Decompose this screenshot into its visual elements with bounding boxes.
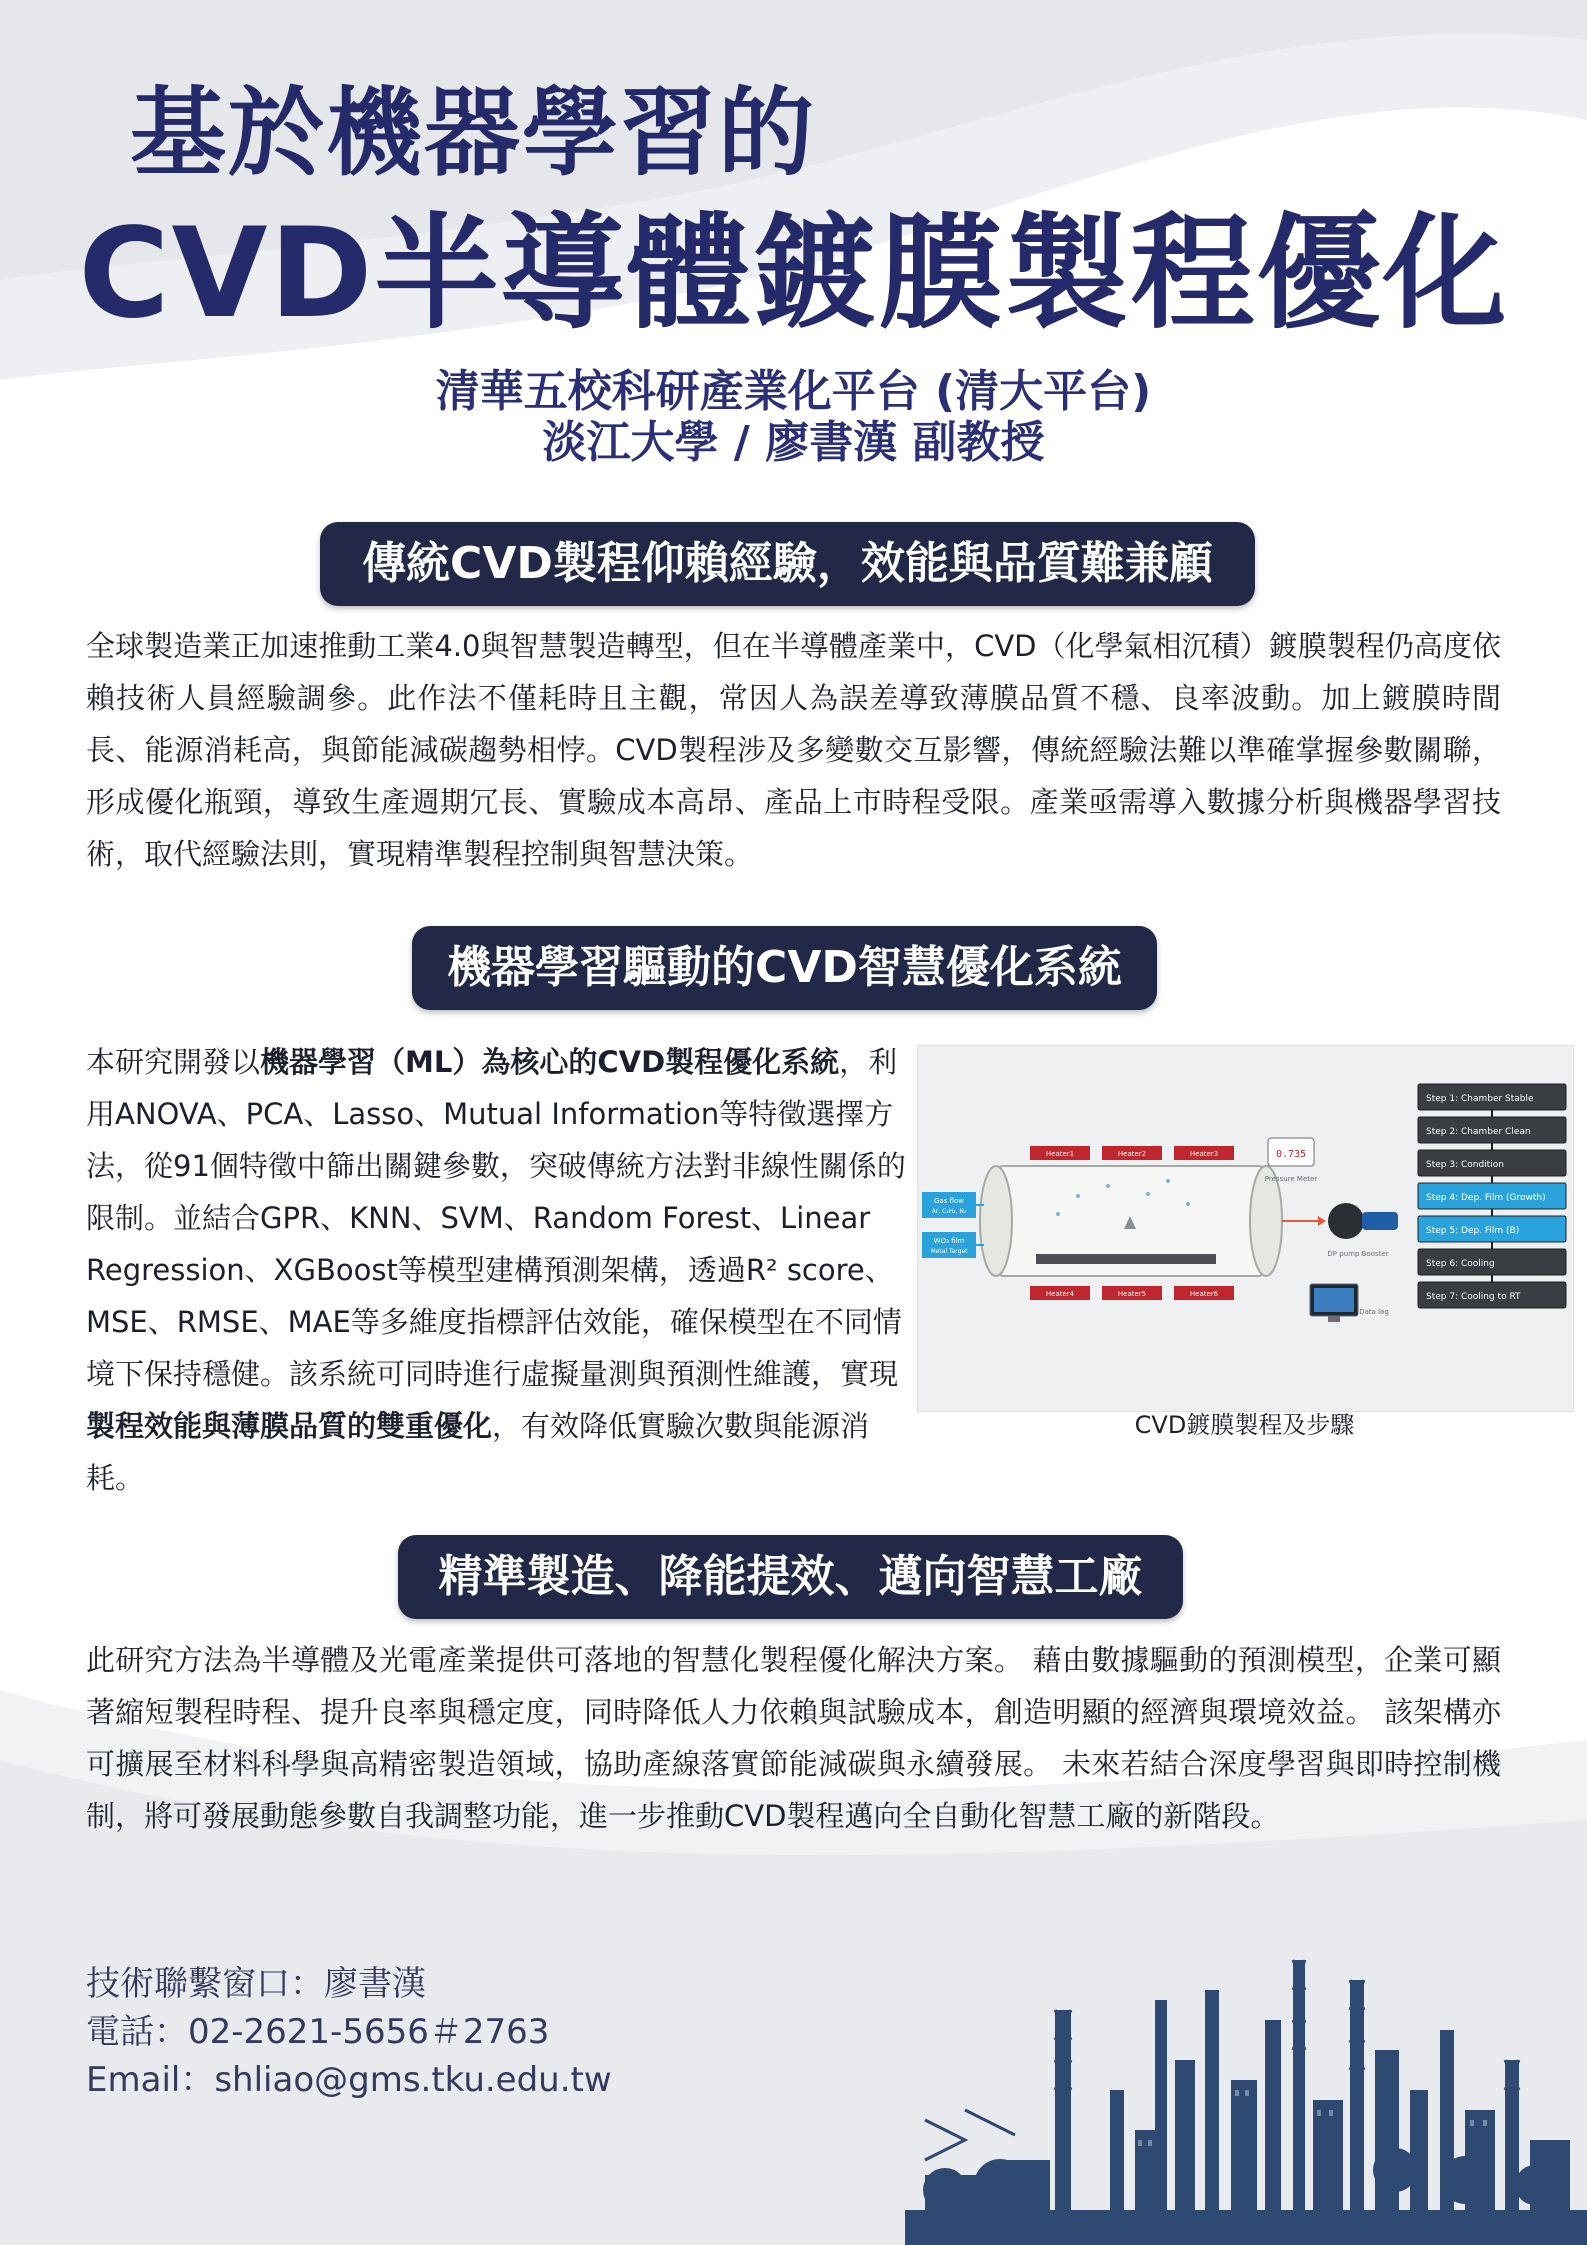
monitor-screen: [1314, 1288, 1354, 1312]
section2-text-3: ，有效降低實驗次數與能源消耗。: [86, 1409, 870, 1495]
chamber-end-left: [980, 1166, 1012, 1276]
step-label-2: Step 2: Chamber Clean: [1426, 1127, 1531, 1137]
substrate: [1036, 1254, 1216, 1264]
section2-bold-1: 機器學習（ML）為核心的CVD製程優化系統: [260, 1045, 840, 1079]
contact-email[interactable]: Email：shliao@gms.tku.edu.tw: [86, 2060, 612, 2100]
section-heading-smart-factory: 精準製造、降能提效、邁向智慧工廠: [398, 1535, 1183, 1619]
contact-person: 技術聯繫窗口：廖書漢: [86, 1964, 426, 2004]
section2-text-2: ，利用ANOVA、PCA、Lasso、Mutual Information等特徵選擇方法，從91個特徵中篩出關鍵參數，突破傳統方法對非線性關係的限制。並結合GPR、KNN、SVM、Random Forest、Linear Regression、XGBoost等模型建構預測架構，透過R² score、MSE、RMSE、MAE等多維度指標評估效能，確保模型在不同情境下保持穩健。該系統可同時進行虛擬量測與預測性維護，實現: [86, 1045, 906, 1391]
contact-phone: 電話：02-2621-5656＃2763: [86, 2012, 550, 2052]
section-heading-traditional-cvd: 傳統CVD製程仰賴經驗，效能與品質難兼顧: [320, 522, 1255, 606]
industrial-skyline-illustration: [905, 1940, 1587, 2245]
input-sub-1: Ar, C₂H₂, N₂: [931, 1208, 967, 1215]
pump-icon: [1328, 1203, 1364, 1239]
skyline-lattice: [925, 1960, 1519, 2160]
section2-body: [86, 1036, 916, 1504]
step-label-3: Step 3: Condition: [1426, 1160, 1504, 1170]
figure-caption: CVD鍍膜製程及步驟: [1134, 1411, 1355, 1439]
input-sub-2: Metal Target: [930, 1248, 968, 1255]
input-label-1: Gas flow: [933, 1197, 965, 1205]
heater-label-5: Heater5: [1117, 1290, 1147, 1298]
pump-label: DP pump Booster: [1327, 1250, 1389, 1258]
subtitle-platform: 清華五校科研產業化平台 (清大平台): [435, 366, 1152, 417]
step-label-4: Step 4: Dep. Film (Growth): [1426, 1193, 1546, 1203]
pump-motor: [1362, 1212, 1398, 1230]
section3-body: 此研究方法為半導體及光電產業提供可落地的智慧化製程優化解決方案。 藉由數據驅動的預測模型，企業可顯著縮短製程時程、提升良率與穩定度，同時降低人力依賴與試驗成本，創造明顯的經濟與環境效益。 該架構亦可擴展至材料科學與高精密製造領域，協助產線落實節能減碳與永續發展。 未來若結合深度學習與即時控制機制，將可發展動態參數自我調整功能，進一步推動CVD製程邁向全自動化智慧工廠的新階段。: [86, 1643, 1501, 1833]
step-label-7: Step 7: Cooling to RT: [1426, 1292, 1521, 1302]
skyline-shapes: [905, 1960, 1587, 2245]
heater-label-3: Heater3: [1189, 1150, 1219, 1158]
section1-body: 全球製造業正加速推動工業4.0與智慧製造轉型，但在半導體產業中，CVD（化學氣相沉積）鍍膜製程仍高度依賴技術人員經驗調參。此作法不僅耗時且主觀，常因人為誤差導致薄膜品質不穩、良率波動。加上鍍膜時間長、能源消耗高，與節能減碳趨勢相悖。CVD製程涉及多變數交互影響，傳統經驗法難以準確掌握參數關聯，形成優化瓶頸，導致生產週期冗長、實驗成本高昂、產品上市時程受限。產業亟需導入數據分析與機器學習技術，取代經驗法則，實現精準製程控制與智慧決策。: [86, 629, 1501, 871]
cvd-process-figure: [917, 1045, 1574, 1412]
step-label-5: Step 5: Dep. Film (B): [1426, 1226, 1520, 1236]
step-label-6: Step 6: Cooling: [1426, 1259, 1495, 1269]
input-group: [922, 1192, 984, 1258]
monitor-stand: [1328, 1316, 1340, 1322]
heater-label-2: Heater2: [1117, 1150, 1147, 1158]
title-line-1: 基於機器學習的: [130, 77, 816, 189]
pressure-meter-display: 0.735: [1275, 1149, 1307, 1160]
heater-label-4: Heater4: [1045, 1290, 1075, 1298]
title-line-2: CVD半導體鍍膜製程優化: [78, 202, 1509, 346]
step-list: [1418, 1084, 1566, 1308]
step-label-1: Step 1: Chamber Stable: [1426, 1094, 1534, 1104]
heater-label-6: Heater6: [1189, 1290, 1219, 1298]
section2-bold-2: 製程效能與薄膜品質的雙重優化: [86, 1409, 493, 1443]
data-log-label: Data log: [1359, 1308, 1389, 1316]
input-label-2: WO₃ film: [933, 1237, 965, 1245]
cvd-process-diagram: [918, 1046, 1573, 1411]
outlet-arrow-head: [1318, 1216, 1326, 1226]
section2-text-1: 本研究開發以: [86, 1045, 261, 1079]
subtitle-author: 淡江大學 / 廖書漢 副教授: [542, 417, 1045, 468]
pressure-meter-label: Pressure Meter: [1264, 1175, 1318, 1183]
heater-label-1: Heater1: [1045, 1150, 1075, 1158]
section-heading-ml-system: 機器學習驅動的CVD智慧優化系統: [412, 926, 1157, 1010]
